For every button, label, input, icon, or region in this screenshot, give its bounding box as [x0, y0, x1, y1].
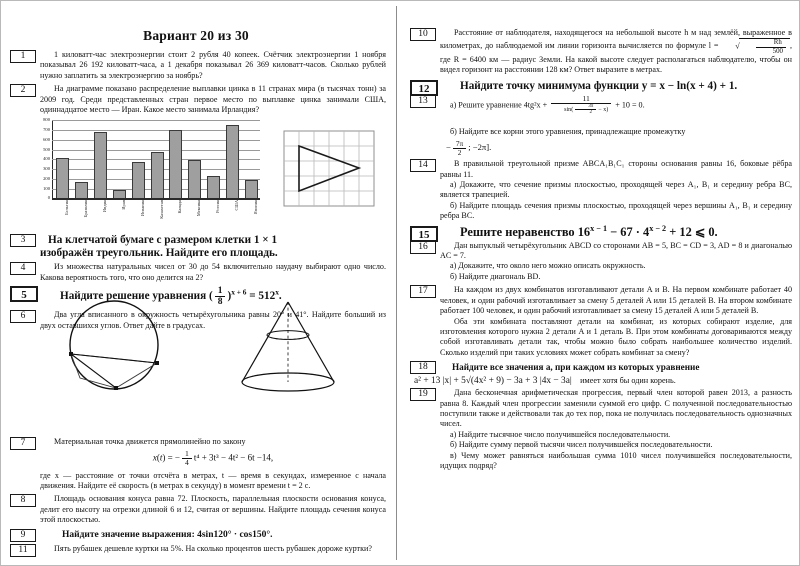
- task-18: [406, 361, 792, 386]
- cone-figure-svg: [228, 296, 348, 396]
- bar-Канада: [169, 130, 182, 198]
- task-15-statement: [440, 223, 792, 239]
- task-10-part1: [440, 28, 792, 76]
- task-15-pre: Решите неравенство 16: [460, 224, 591, 239]
- task-19-part-a: а) Найдите тысячное число получившейся последовательности.: [450, 429, 671, 439]
- bar-Мексика: [188, 160, 201, 198]
- y-tick-label-800: 800: [43, 117, 50, 123]
- x-label-Япония: Япония: [253, 200, 259, 215]
- task-11: [6, 544, 386, 554]
- task-13-a-suffix: + 10 = 0.: [615, 99, 645, 109]
- task-11-text: Пять рубашек дешевле куртки на 5%. На сколько процентов шесть рубашек дороже куртки?: [54, 543, 372, 553]
- task-13-part-a: [440, 95, 792, 116]
- task-17: [406, 285, 792, 358]
- y-tick-label-400: 400: [43, 156, 50, 162]
- task-number-8: 8: [10, 494, 36, 507]
- x-label-Канада: Канада: [177, 200, 183, 214]
- y-tick-label-0: 0: [47, 195, 50, 201]
- task-number-19: 19: [410, 388, 436, 401]
- task-18-formula: a² + 13 |x| + 5√(4x² + 9) − 3a + 3 |4x − 3a|: [414, 376, 572, 387]
- task-5-exponent: x + 6: [231, 287, 247, 297]
- task-6-text: Два угла вписанного в окружность четырёхугольника равны 20° и 41°. Найдите больший из двух оставшихся углов. Ответ дайте в градусах.: [40, 310, 386, 330]
- task-15-mid: − 67 · 4: [607, 224, 650, 239]
- task-16: [406, 241, 792, 283]
- zinc-smelting-bar-chart: [26, 118, 276, 230]
- bar-США: [226, 125, 239, 198]
- task-number-7: 7: [10, 437, 36, 450]
- task-19: [406, 388, 792, 471]
- task-5-prefix: Найдите решение уравнения: [60, 290, 207, 303]
- task-2-text: На диаграмме показано распределение выплавки цинка в 11 странах мира (в тысячах тонн) за 2009 год. Среди представленных стран первое место по выплавке цинка занимали США, одиннадцатое место — Иран. Какое место занимала Ирландия?: [40, 84, 386, 115]
- y-tick-label-100: 100: [43, 185, 50, 191]
- task-3-line1: На клетчатой бумаге с размером клетки 1 × 1: [48, 234, 278, 247]
- task-number-15: 15: [410, 226, 438, 242]
- task-5-fraction: $\frac{1}{8}$: [215, 286, 226, 307]
- cone-figure: [228, 296, 348, 396]
- task-number-18: 18: [410, 361, 436, 374]
- x-label-Бразилия: Бразилия: [82, 200, 88, 218]
- task-1: [6, 50, 386, 81]
- task-2: [6, 84, 386, 115]
- gridline-800: [52, 120, 260, 121]
- x-label-Казахстан: Казахстан: [158, 200, 164, 220]
- x-label-Иран: Иран: [120, 200, 126, 211]
- task-14: [406, 159, 792, 221]
- task-7-formula: x(t) = − $\frac{1}{4}$ t⁴ + 3t³ − 4t² − 6t −14,: [152, 449, 274, 468]
- task-10-text-a: Расстояние от наблюдателя, находящегося на небольшой высоте h м над землёй, выраженное в километрах, до наблюдаемой им линии горизонта вычисляется по формуле l =: [440, 28, 792, 51]
- circle-figure-svg: [58, 296, 170, 394]
- task-16-part-b: б) Найдите диагональ BD.: [450, 271, 541, 281]
- bar-Испания: [132, 162, 145, 198]
- task-number-5: 5: [10, 286, 38, 302]
- task-17-paragraph-2: Оба эти комбината поставляют детали на комбинат, из которых собирают изделие, для изготовления которого нужна 2 детали A и 1 деталь B. При этом комбинаты договариваются между собой изготавливать детали так, чтобы можно было собрать наибольшее количество изделий. Сколько изделий при таких условиях может собрать комбинат за смену?: [440, 316, 792, 357]
- task-18-formula-row: [414, 376, 792, 386]
- x-label-Индия: Индия: [101, 200, 107, 213]
- task-number-11: 11: [10, 544, 36, 557]
- y-tick-label-700: 700: [43, 127, 50, 133]
- right-column: [400, 0, 800, 566]
- task-7-tail: где x — расстояние от точки отсчёта в метрах, t — время в секундах, измеренное с начала движения. Найдите её скорость (в метрах в секунду) в момент времени t = 2 с.: [40, 470, 386, 490]
- task-19-part-v: в) Чему может равняться наибольшая сумма 1010 чисел получившейся последовательности, идущих подряд?: [440, 450, 792, 470]
- task-number-9: 9: [10, 529, 36, 542]
- task-13: [406, 95, 792, 157]
- task-15-exp1: x − 1: [590, 223, 608, 233]
- task-number-13: 13: [410, 95, 436, 108]
- grid-triangle-svg: [283, 130, 381, 212]
- task-3-line2: изображён треугольник. Найдите его площадь.: [40, 247, 278, 260]
- task-18-lead: Найдите все значения a, при каждом из которых уравнение: [452, 362, 700, 373]
- task-10-sqrt: √ $\frac{Rh}{500}$: [721, 38, 790, 54]
- x-label-Мексика: Мексика: [196, 200, 202, 217]
- task-number-1: 1: [10, 50, 36, 63]
- left-column: [0, 0, 396, 566]
- task-13-part-b: б) Найдите все корни этого уравнения, принадлежащие промежутку: [450, 127, 686, 137]
- task-5-rhs-exp: x: [275, 287, 279, 297]
- page-title: Вариант 20 из 30: [143, 28, 249, 43]
- task-10: [406, 28, 792, 76]
- task-5-rhs-base: 512: [258, 290, 276, 303]
- task-13-a-prefix: а) Решите уравнение 4tg²x +: [450, 99, 548, 109]
- task-number-4: 4: [10, 262, 36, 275]
- task-12-text: Найдите точку минимума функции y = x − ln(x + 4) + 1.: [460, 79, 738, 92]
- task-number-10: 10: [410, 28, 436, 41]
- task-number-17: 17: [410, 285, 436, 298]
- task-18-formula-tail: имеет хотя бы один корень.: [580, 376, 676, 386]
- x-label-США: США: [234, 200, 240, 211]
- bar-Япония: [245, 180, 258, 199]
- task-4: [6, 262, 386, 283]
- y-tick-label-500: 500: [43, 146, 50, 152]
- task-19-lead: Дана бесконечная арифметическая прогрессия, первый член которой равен 2013, а разность равна 8. Каждый член прогрессии заменили суммой его цифр. С полученной последовательностью поступили также и действовали так до тех пор, пока не получилась последовательность однозначных чисел.: [440, 388, 792, 429]
- task-17-paragraph-1: На каждом из двух комбинатов изготавливают детали A и B. На первом комбинате работает 40 человек, и один рабочий изготавливает за смену 5 деталей A или 15 деталей B. На втором комбинате работает 100 человек, и один рабочий изготавливает за смену 15 деталей A или 5 деталей B.: [440, 285, 792, 316]
- task-15: [406, 223, 792, 241]
- task-number-12: 12: [410, 80, 438, 96]
- task-number-16: 16: [410, 241, 436, 254]
- task-4-text: Из множества натуральных чисел от 30 до 54 включительно наудачу выбирают одно число. Какова вероятность того, что оно делится на 2?: [40, 262, 386, 282]
- task-14-part-a: а) Докажите, что сечение призмы плоскостью, проходящей через A₁, B₁ и середину ребра BC, является трапецией.: [440, 180, 792, 200]
- task-number-14: 14: [410, 159, 436, 172]
- task-13-a-fraction: 11 sin( $\frac{3\pi}{2}$ − x): [551, 95, 611, 116]
- task-7: [6, 437, 386, 491]
- grid-triangle-figure: [283, 130, 381, 212]
- y-tick-label-200: 200: [43, 175, 50, 181]
- task-19-part-b: б) Найдите сумму первой тысячи чисел получившейся последовательности.: [450, 440, 713, 450]
- task-8: [6, 494, 386, 525]
- bar-Иран: [113, 190, 126, 199]
- task-14-lead: В правильной треугольной призме ABCA₁B₁C₁ стороны основания равны 16, боковые рёбра равны 11.: [440, 159, 792, 179]
- bar-Россия: [207, 176, 220, 198]
- task-10-text-b: , где R = 6400 км — радиус Земли. На какой высоте следует располагаться наблюдателю, чтобы он видел горизонт на расстоянии 128 км? Ответ выразите в метрах.: [440, 41, 792, 75]
- chart-plot-area: [43, 117, 260, 220]
- task-8-text: Площадь основания конуса равна 72. Плоскость, параллельная плоскости основания конуса, делит его высоту на отрезки длиной 6 и 12, считая от вершины. Найдите площадь сечения конуса этой плоскостью.: [40, 494, 386, 525]
- task-1-text: 1 киловатт-час электроэнергии стоит 2 рубля 40 копеек. Счётчик электроэнергии 1 ноября показывал 26 192 киловатт-часа, а 1 декабря показывал 26 369 киловатт-часов. Сколько рублей нужно заплатить за электроэнергию за ноябрь?: [40, 50, 386, 80]
- task-13-interval: − $\frac{7\pi}{2}$ ; −2π].: [446, 138, 492, 157]
- task-15-exp2: x − 2: [649, 223, 667, 233]
- task-7-lead: Материальная точка движется прямолинейно по закону: [54, 437, 246, 447]
- inscribed-quadrilateral-figure: [58, 296, 170, 394]
- task-12: [406, 80, 792, 93]
- task-number-3: 3: [10, 234, 36, 247]
- bar-Бразилия: [75, 182, 88, 199]
- task-number-6: 6: [10, 310, 36, 323]
- x-label-Испания: Испания: [139, 200, 145, 217]
- y-tick-label-600: 600: [43, 136, 50, 142]
- task-9-text: Найдите значение выражения: 4sin120° · cos150°.: [62, 529, 273, 540]
- task-13-a-denominator: sin( $\frac{3\pi}{2}$ − x): [564, 102, 609, 116]
- x-label-Бельгия: Бельгия: [63, 200, 69, 216]
- task-7-fraction: $\frac{1}{4}$: [182, 450, 192, 467]
- task-3: [6, 234, 386, 260]
- bar-Индия: [94, 132, 107, 198]
- task-16-lead: Дан выпуклый четырёхугольник ABCD со сторонами AB = 5, BC = CD = 3, AD = 8 и диагональю AC = 7.: [440, 240, 793, 261]
- column-divider: [396, 6, 397, 560]
- task-9: [6, 529, 386, 542]
- task-7-formula-rest: t⁴ + 3t³ − 4t² − 6t −14,: [193, 453, 274, 464]
- task-number-2: 2: [10, 84, 36, 97]
- task-14-part-b: б) Найдите площадь сечения призмы плоскостью, проходящей через вершины A₁, B₁ и середину ребра BC.: [440, 200, 792, 221]
- task-15-post: + 12 ⩽ 0.: [666, 224, 718, 239]
- x-label-Россия: Россия: [215, 200, 221, 214]
- bar-Бельгия: [56, 158, 69, 199]
- y-tick-label-300: 300: [43, 166, 50, 172]
- task-16-part-a: а) Докажите, что около него можно описать окружность.: [450, 261, 646, 271]
- bar-Казахстан: [151, 152, 164, 199]
- task-5-formula: ( $\frac{1}{8}$ )$^{x + 6} = 512^x$.: [208, 286, 282, 308]
